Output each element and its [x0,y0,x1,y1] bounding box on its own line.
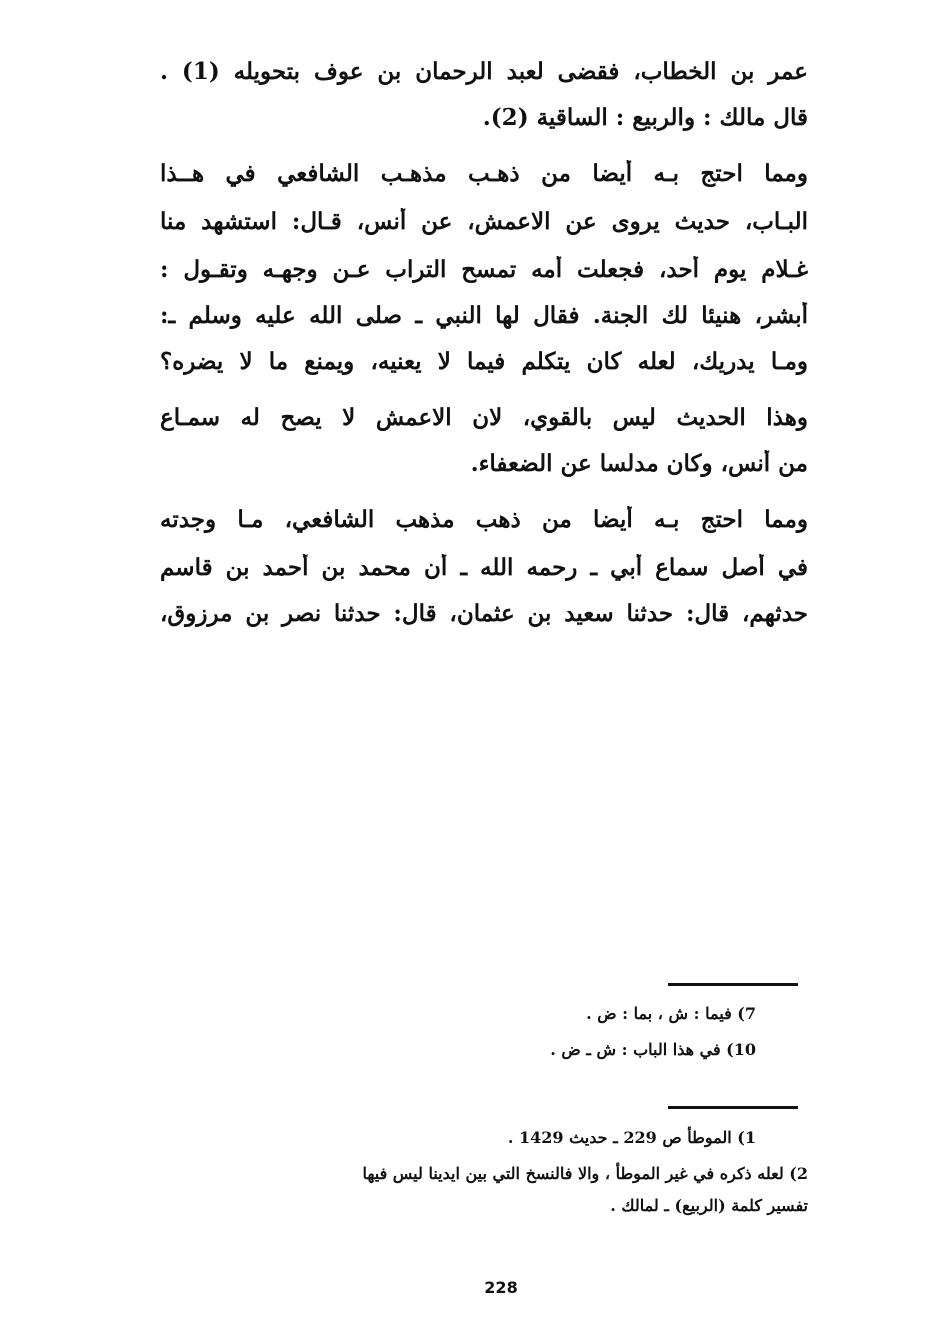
body-line-12: حدثهم، قال: حدثنا سعيد بن عثمان، قال: حدثنا نصر بن مرزوق، [160,600,808,627]
body-line-6: أبشر، هنيئا لك الجنة. فقال لها النبي ـ صلى الله عليه وسلم ـ: [160,302,808,329]
variant-notes-rule [668,983,798,986]
variant-note-1: 7) فيما : ش ، بما : ض . [586,1004,756,1023]
body-line-11: في أصل سماع أبي ـ رحمه الله ـ أن محمد بن أحمد بن قاسم [160,554,808,581]
footnote-1: 1) الموطأ ص 229 ـ حديث 1429 . [507,1128,756,1147]
footnote-2: 2) لعله ذكره في غير الموطأ ، والا فالنسخ التي بين ايدينا ليس فيها [362,1164,808,1183]
variant-note-2: 10) في هذا الباب : ش ـ ض . [550,1040,756,1059]
body-line-4: البـاب، حديث يروى عن الاعمش، عن أنس، قـال: استشهد منا [160,208,808,235]
body-line-9: من أنس، وكان مدلسا عن الضعفاء. [470,450,808,477]
body-line-5: غـلام يوم أحد، فجعلت أمه تمسح التراب عـن وجهـه وتقـول : [160,256,808,283]
body-line-2: قال مالك : والربيع : الساقية (2). [482,104,808,131]
body-line-3: ومما احتج بـه أيضا من ذهـب مذهـب الشافعي في هــذا [160,160,808,187]
body-line-7: ومـا يدريك، لعله كان يتكلم فيما لا يعنيه، ويمنع ما لا يضره؟ [160,348,808,375]
body-line-10: ومما احتج بـه أيضا من ذهب مذهب الشافعي، مـا وجدته [160,506,808,533]
footnote-2-continuation: تفسير كلمة (الربيع) ـ لمالك . [610,1196,808,1215]
body-line-8: وهذا الحديث ليس بالقوي، لان الاعمش لا يصح له سمـاع [160,404,808,431]
page-number: 228 [484,1278,518,1297]
footnotes-rule [668,1106,798,1109]
body-line-1: عمر بن الخطاب، فقضى لعبد الرحمان بن عوف بتحويله (1) . [160,58,808,85]
